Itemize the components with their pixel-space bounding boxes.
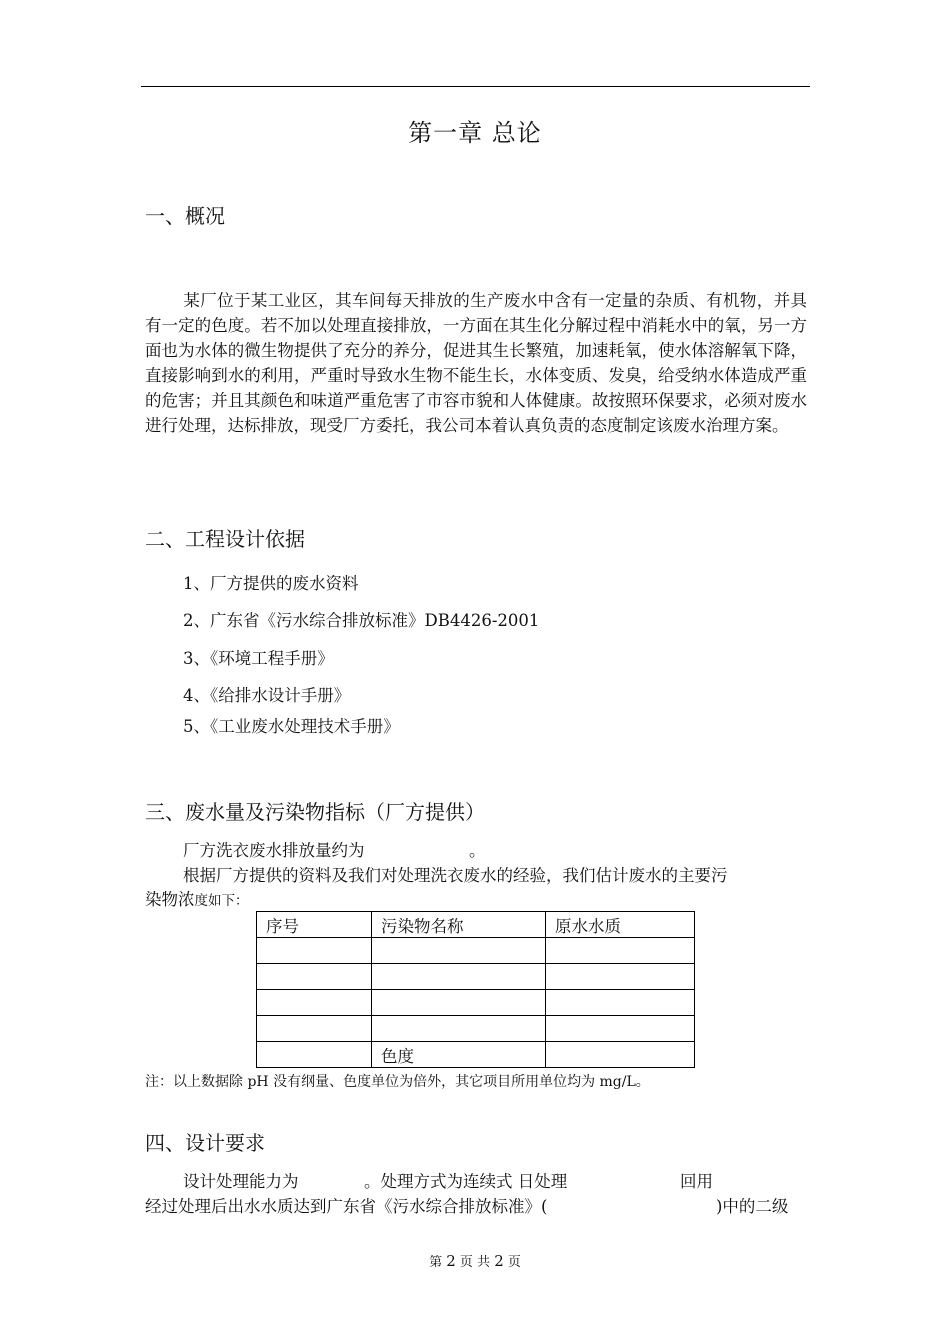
header-raw-quality: 原水水质 — [546, 912, 695, 938]
discharge-volume-label: 厂方洗衣废水排放量约为 — [183, 841, 365, 860]
section-heading-overview: 一、概况 — [145, 204, 225, 228]
header-index: 序号 — [257, 912, 372, 938]
table-note: 注：以上数据除 pH 没有纲量、色度单位为倍外，其它项目所用单位均为 mg/L。 — [145, 1074, 650, 1090]
table-cell: 色度 — [372, 1042, 546, 1068]
table-cell — [257, 964, 372, 990]
table-cell — [372, 990, 546, 1016]
capacity-label: 设计处理能力为 — [183, 1172, 299, 1191]
footer-prefix: 第 — [429, 1255, 443, 1270]
table-cell — [257, 1042, 372, 1068]
table-cell — [546, 1016, 695, 1042]
table-cell — [546, 990, 695, 1016]
table-row — [257, 938, 695, 964]
table-row — [257, 990, 695, 1016]
total-page-count: 2 — [494, 1252, 504, 1270]
discharge-volume-end: 。 — [469, 841, 486, 860]
section-heading-design-basis: 二、工程设计依据 — [145, 527, 305, 551]
table-cell — [372, 938, 546, 964]
table-header-row — [257, 912, 695, 938]
table-cell — [257, 1016, 372, 1042]
table-row — [257, 1042, 695, 1068]
estimate-line-cont — [145, 886, 249, 910]
design-basis-item-1: 1、厂方提供的废水资料 — [183, 574, 359, 593]
table-cell — [372, 964, 546, 990]
effluent-standard-text: 经过处理后出水水质达到广东省《污水综合排放标准》( — [145, 1197, 548, 1216]
pollutant-table — [256, 911, 695, 1068]
effluent-standard-grade: )中的二级 — [716, 1197, 789, 1216]
table-cell — [257, 938, 372, 964]
design-basis-item-4: 4、《给排水设计手册》 — [183, 686, 351, 705]
current-page-number: 2 — [446, 1252, 456, 1270]
header-rule — [141, 86, 810, 87]
estimate-line-cont-small: 度如下： — [194, 893, 249, 909]
chapter-title: 第一章 总论 — [408, 119, 542, 147]
section-heading-requirements: 四、设计要求 — [145, 1131, 265, 1155]
page-footer — [0, 1251, 950, 1270]
table-row — [257, 1016, 695, 1042]
header-pollutant: 污染物名称 — [372, 912, 546, 938]
table-cell — [546, 1042, 695, 1068]
design-basis-item-5: 5、《工业废水处理技术手册》 — [183, 717, 400, 736]
overview-paragraph — [145, 288, 807, 439]
reuse-label: 回用 — [680, 1172, 713, 1191]
overview-text: 某厂位于某工业区，其车间每天排放的生产废水中含有一定量的杂质、有机物，并具有一定的色度。若不加以处理直接排放，一方面在其生化分解过程中消耗水中的氧，另一方面也为水体的微生物提供了充分的养分，促进其生长繁殖，加速耗氧，使水体溶解氧下降，直接影响到水的利用，严重时导致水生物不能生长，水体变质、发臭，给受纳水体造成严重的危害；并且其颜色和味道严重危害了市容市貌和人体健康。故按照环保要求，必须对废水进行处理，达标排放，现受厂方委托，我公司本着认真负责的态度制定该废水治理方案。 — [145, 291, 807, 436]
table-row — [257, 964, 695, 990]
footer-suffix: 页 — [507, 1255, 521, 1270]
design-basis-item-3: 3、《环境工程手册》 — [183, 649, 334, 668]
design-basis-item-2: 2、广东省《污水综合排放标准》DB4426-2001 — [183, 611, 540, 630]
table-cell — [546, 938, 695, 964]
estimate-line: 根据厂方提供的资料及我们对处理洗衣废水的经验，我们估计废水的主要污 — [183, 866, 728, 885]
table-cell — [372, 1016, 546, 1042]
table-cell — [546, 964, 695, 990]
section-heading-wastewater: 三、废水量及污染物指标（厂方提供） — [145, 800, 485, 824]
treatment-mode: 。处理方式为连续式 日处理 — [364, 1172, 568, 1191]
estimate-line-cont-main: 染物浓 — [145, 890, 195, 909]
footer-middle: 页 共 — [459, 1255, 491, 1270]
table-cell — [257, 990, 372, 1016]
